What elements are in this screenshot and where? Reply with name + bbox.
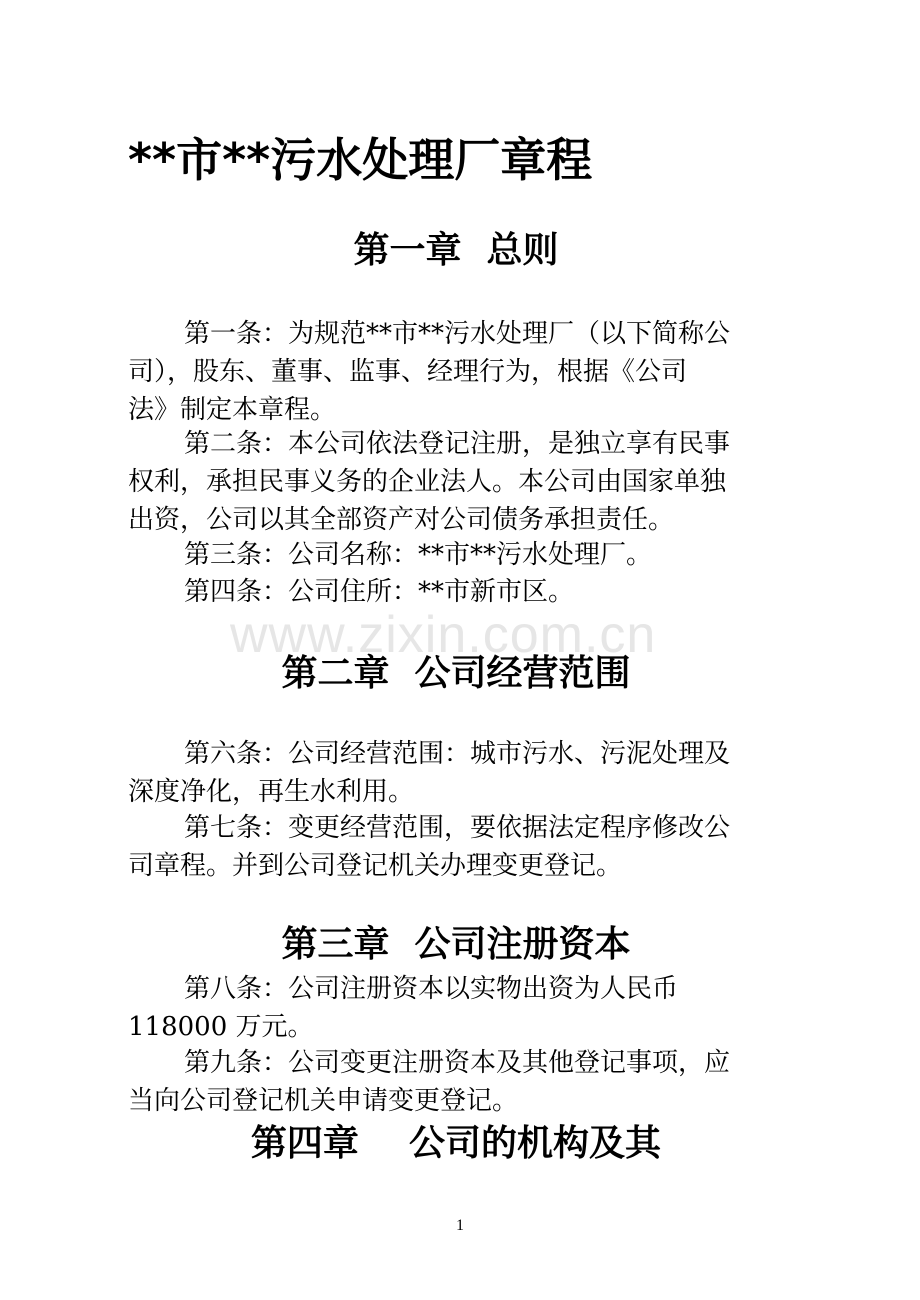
article-8	[128, 970, 788, 1046]
document-title: **市**污水处理厂章程	[128, 133, 593, 187]
article-3	[128, 536, 788, 574]
chapter-2-heading: 第二章 公司经营范围	[281, 653, 631, 694]
page-number: 1	[456, 1217, 464, 1234]
article-line: 深度净化，再生水利用。	[128, 777, 415, 807]
chapter-4-heading: 第四章 公司的机构及其	[250, 1123, 662, 1164]
article-line: 118000 万元。	[128, 1012, 314, 1042]
article-line: 第七条：变更经营范围，要依据法定程序修改公	[184, 813, 731, 843]
article-line: 第四条：公司住所：**市新市区。	[184, 577, 575, 607]
article-6	[128, 735, 788, 811]
article-line: 司章程。并到公司登记机关办理变更登记。	[128, 851, 623, 881]
article-line: 第六条：公司经营范围：城市污水、污泥处理及	[184, 739, 731, 769]
article-line: 第九条：公司变更注册资本及其他登记事项，应	[184, 1048, 731, 1078]
chapter-1-heading: 第一章 总则	[353, 230, 559, 271]
article-line: 司），股东、董事、监事、经理行为，根据《公司	[128, 357, 688, 387]
article-line: 当向公司登记机关申请变更登记。	[128, 1086, 519, 1116]
article-4	[128, 573, 788, 611]
article-line: 权利，承担民事义务的企业法人。本公司由国家单独	[128, 467, 727, 497]
chapter-3-heading: 第三章 公司注册资本	[281, 924, 631, 965]
article-line: 第二条：本公司依法登记注册，是独立享有民事	[184, 429, 731, 459]
article-7	[128, 809, 788, 885]
watermark: www.zixin.com.cn	[230, 606, 657, 664]
article-line: 第一条：为规范**市**污水处理厂（以下简称公	[184, 319, 731, 349]
article-line: 第三条：公司名称：**市**污水处理厂。	[184, 540, 653, 570]
article-1	[128, 315, 788, 429]
article-9	[128, 1044, 788, 1120]
article-line: 出资，公司以其全部资产对公司债务承担责任。	[128, 505, 675, 535]
article-2	[128, 425, 788, 539]
article-line: 法》制定本章程。	[128, 395, 337, 425]
article-line: 第八条：公司注册资本以实物出资为人民币	[184, 974, 679, 1004]
